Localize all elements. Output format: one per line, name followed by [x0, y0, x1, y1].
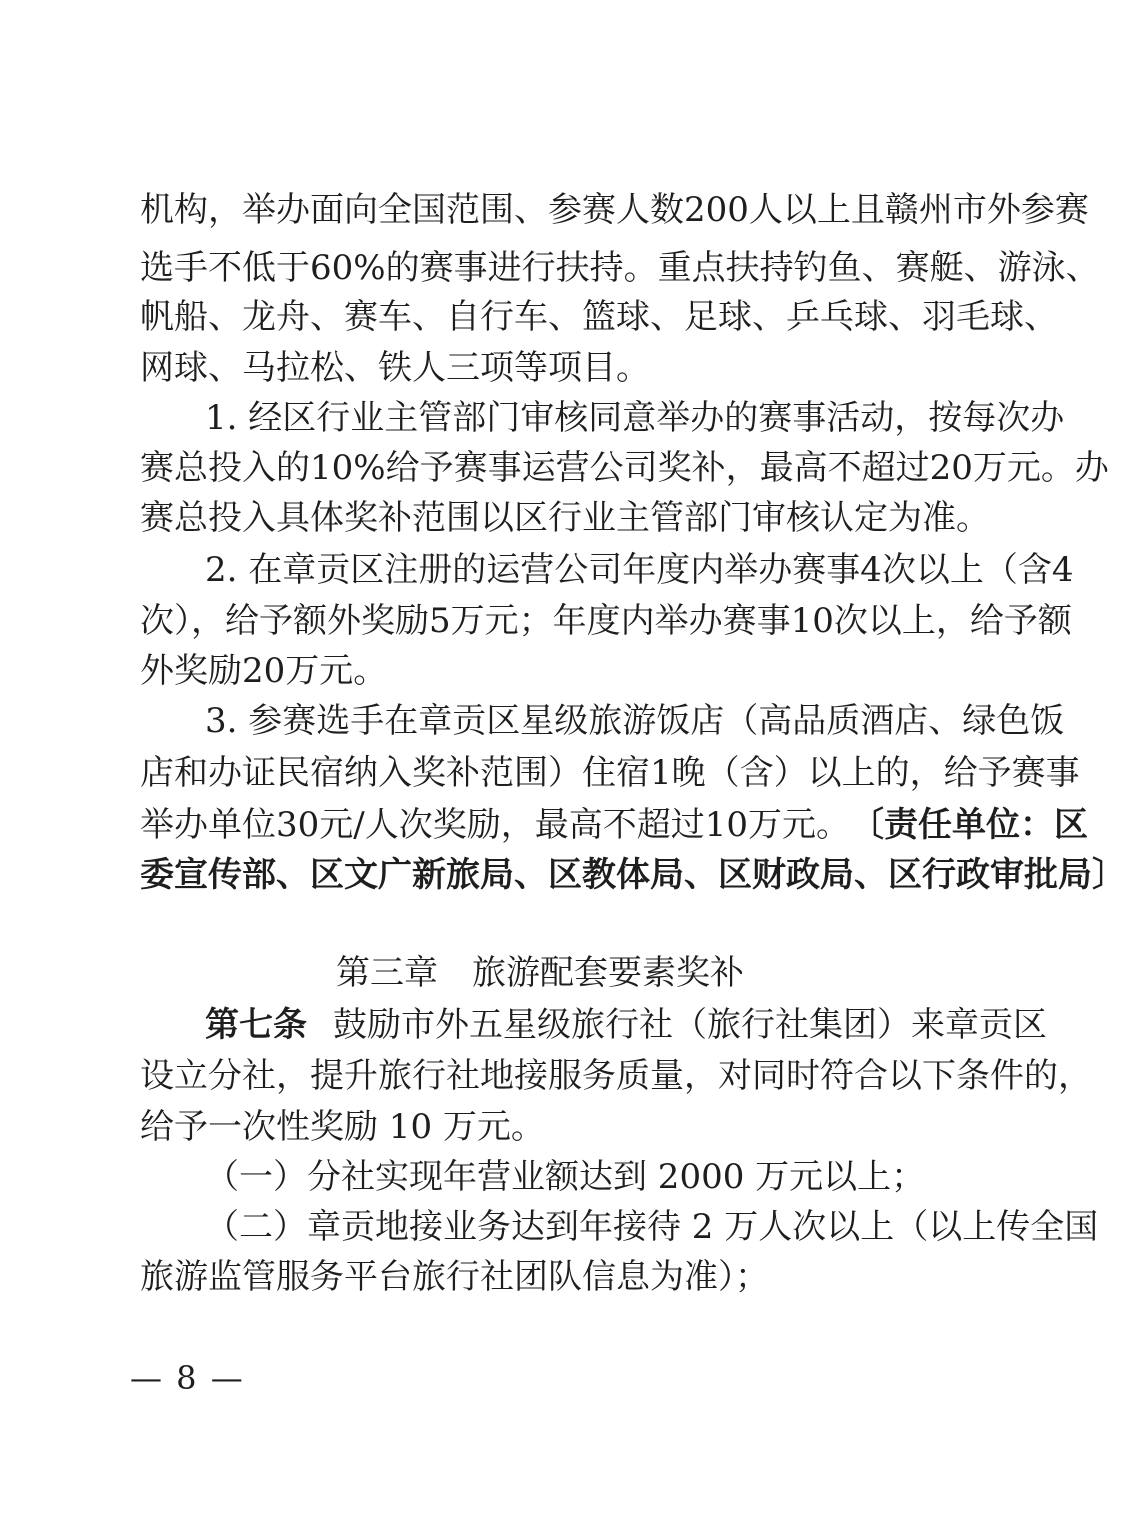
article7-line-3: 给予一次性奖励 10 万元。 [140, 1107, 545, 1147]
body-line-11: 3. 参赛选手在章贡区星级旅游饭店（高品质酒店、绿色饭 [205, 701, 1065, 741]
condition-item-2-line-2: 旅游监管服务平台旅行社团队信息为准）； [140, 1257, 769, 1297]
body-line-12: 店和办证民宿纳入奖补范围）住宿1晚（含）以上的，给予赛事 [140, 753, 1080, 793]
chapter-heading: 第三章 旅游配套要素奖补 [336, 953, 744, 993]
page-number: — 8 — [130, 1359, 245, 1397]
article-label: 第七条 [205, 1005, 307, 1045]
body-line-6: 赛总投入的10%给予赛事运营公司奖补，最高不超过20万元。办 [140, 448, 1109, 488]
responsibility-note-start: 〔责任单位：区 [849, 805, 1088, 845]
body-line-7: 赛总投入具体奖补范围以区行业主管部门审核认定为准。 [140, 498, 990, 538]
body-line-10: 外奖励20万元。 [140, 651, 388, 691]
body-line-8: 2. 在章贡区注册的运营公司年度内举办赛事4次以上（含4 [205, 550, 1074, 590]
condition-item-2-line-1: （二）章贡地接业务达到年接待 2 万人次以上（以上传全国 [205, 1207, 1099, 1247]
body-line-2: 选手不低于60%的赛事进行扶持。重点扶持钓鱼、赛艇、游泳、 [140, 248, 1100, 288]
body-line-13-text: 举办单位30元/人次奖励，最高不超过10万元。 [140, 805, 850, 845]
responsibility-note-end: 委宣传部、区文广新旅局、区教体局、区财政局、区行政审批局〕 [140, 855, 1126, 895]
body-line-13 [140, 800, 1088, 850]
condition-item-1: （一）分社实现年营业额达到 2000 万元以上； [205, 1157, 926, 1197]
body-line-9: 次），给予额外奖励5万元；年度内举办赛事10次以上，给予额 [140, 601, 1072, 641]
body-line-4: 网球、马拉松、铁人三项等项目。 [140, 348, 650, 388]
article7-line-1 [205, 1000, 1047, 1050]
body-line-3: 帆船、龙舟、赛车、自行车、篮球、足球、乒乓球、羽毛球、 [140, 297, 1058, 337]
body-line-5: 1. 经区行业主管部门审核同意举办的赛事活动，按每次办 [205, 398, 1065, 438]
article7-line-2: 设立分社，提升旅行社地接服务质量，对同时符合以下条件的， [140, 1056, 1092, 1096]
body-line-1: 机构，举办面向全国范围、参赛人数200人以上且赣州市外参赛 [140, 190, 1089, 230]
article7-line-1-text: 鼓励市外五星级旅行社（旅行社集团）来章贡区 [333, 1005, 1047, 1045]
